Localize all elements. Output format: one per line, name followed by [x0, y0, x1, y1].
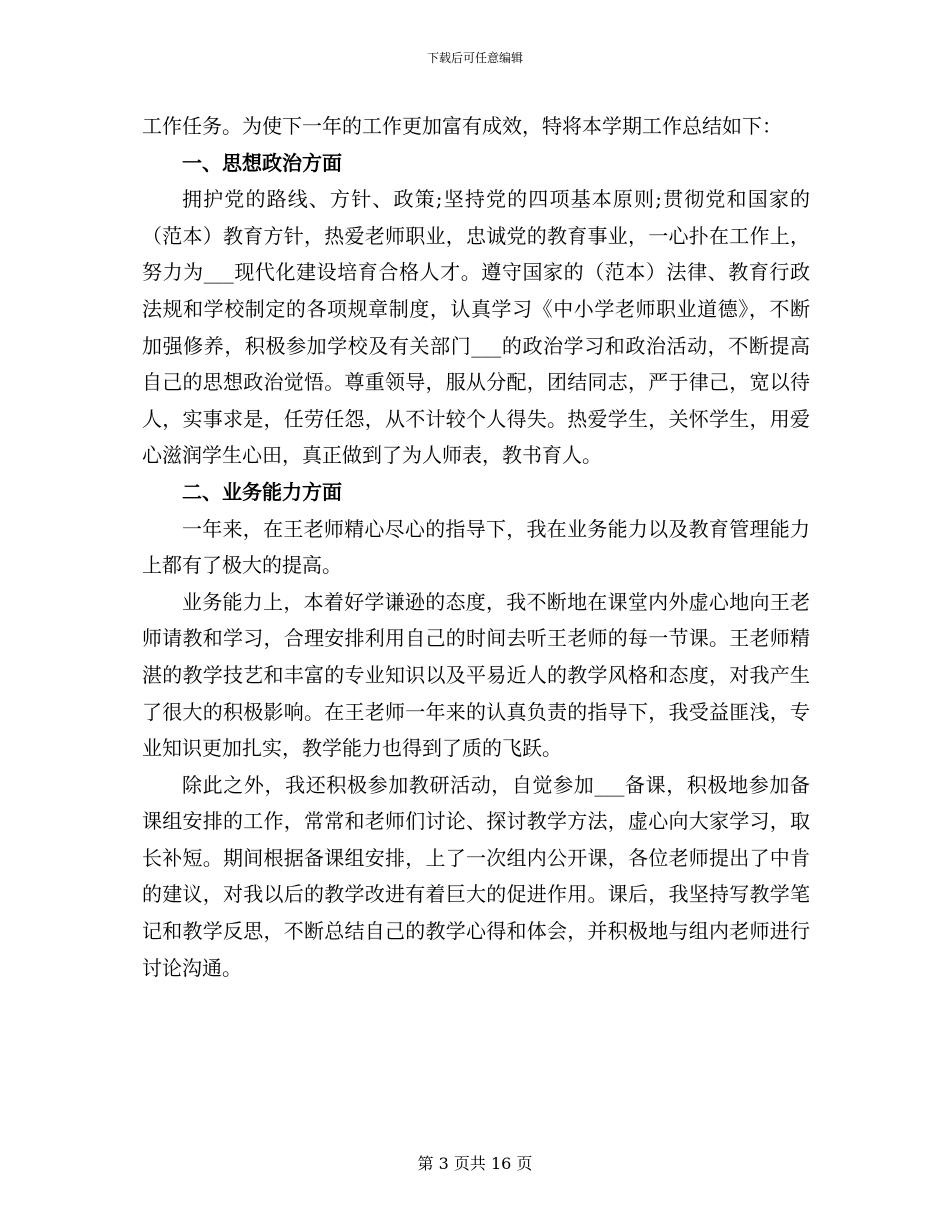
- section-heading-political: 一、思想政治方面: [182, 150, 342, 175]
- paragraph-continuation: 工作任务。为使下一年的工作更加富有成效，特将本学期工作总结如下：: [142, 114, 782, 138]
- page-footer: 第 3 页共 16 页: [417, 1154, 533, 1173]
- page-header: 下载后可任意编辑: [426, 51, 523, 65]
- paragraph-professional-ability: 业务能力上，本着好学谦逊的态度，我不断地在课堂内外虚心地向王老师请教和学习，合理安排利用自己的时间去听王老师的每一节课。王老师精湛的教学技艺和丰富的专业知识以及平易近人的教学风格和态度，对我产生了很大的积极影响。在王老师一年来的认真负责的指导下，我受益匪浅，专业知识更加扎实，教学能力也得到了质的飞跃。: [142, 589, 810, 761]
- paragraph-professional-intro: 一年来，在王老师精心尽心的指导下，我在业务能力以及教育管理能力上都有了极大的提高。: [142, 516, 810, 578]
- paragraph-teaching-research: 除此之外，我还积极参加教研活动，自觉参加___备课，积极地参加备课组安排的工作，常常和老师们讨论、探讨教学方法，虚心向大家学习，取长补短。期间根据备课组安排，上了一次组内公开课，各位老师提出了中肯的建议，对我以后的教学改进有着巨大的促进作用。课后，我坚持写教学笔记和教学反思，不断总结自己的教学心得和体会，并积极地与组内老师进行讨论沟通。: [142, 772, 810, 980]
- paragraph-political: 拥护党的路线、方针、政策;坚持党的四项基本原则;贯彻党和国家的（范本）教育方针，热爱老师职业，忠诚党的教育事业，一心扑在工作上，努力为___现代化建设培育合格人才。遵守国家的（范本）法律、教育行政法规和学校制定的各项规章制度，认真学习《中小学老师职业道德》，不断加强修养，积极参加学校及有关部门___的政治学习和政治活动，不断提高自己的思想政治觉悟。尊重领导，服从分配，团结同志，严于律己，宽以待人，实事求是，任劳任怨，从不计较个人得失。热爱学生，关怀学生，用爱心滋润学生心田，真正做到了为人师表，教书育人。: [142, 187, 810, 468]
- document-body: [142, 108, 810, 986]
- section-heading-professional: 二、业务能力方面: [182, 479, 342, 504]
